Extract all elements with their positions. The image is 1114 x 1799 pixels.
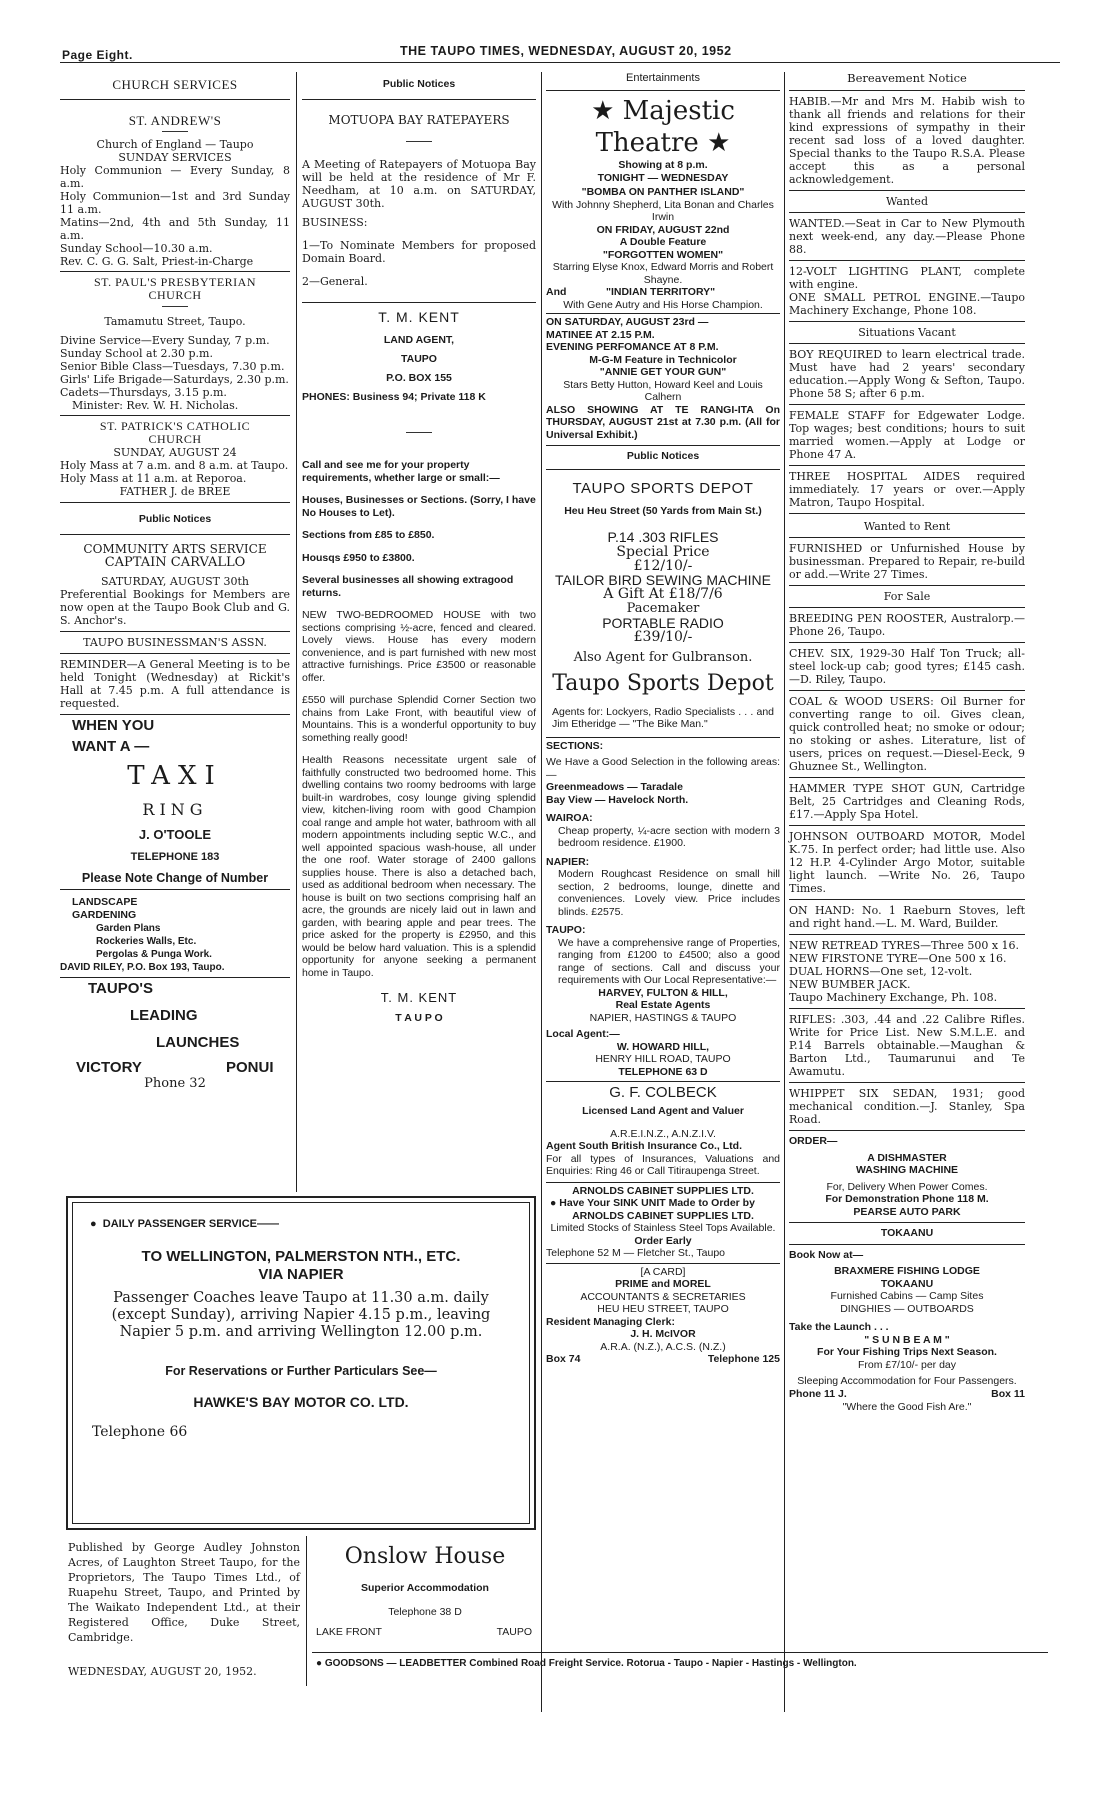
passenger-reservations: For Reservations or Further Particulars See— [165,1364,437,1378]
public-notices-heading: Public Notices [626,450,700,462]
majestic-line: A Double Feature [619,236,707,248]
wanted-to-rent-heading: Wanted to Rent [863,520,951,533]
business-title: TAUPO BUSINESSMAN'S ASSN. [83,636,267,649]
service-line: Sunday School at 2.30 p.m. [60,347,213,360]
classified-ad: BREEDING PEN ROOSTER, Australorp.—Phone 26, Taupo. [789,612,1025,638]
local-agent-name: W. HOWARD HILL, [616,1040,710,1053]
majestic-line: ON FRIDAY, AUGUST 22nd [596,223,730,236]
local-agent-line: HENRY HILL ROAD, TAUPO [595,1053,731,1065]
kent-houses: Houses, Businesses or Sections. (Sorry, I have No Houses to Let). [302,494,536,519]
classified-ad: JOHNSON OUTBOARD MOTOR, Model K.75. In perfect order; had little use. Also 12 H.P. 4-Cylinder Argo Motor, suitable light launch. —Write No. 26, Taupo Times. [789,830,1025,895]
local-agent: Local Agent:— [546,1028,620,1040]
passenger-service-box [66,1196,536,1530]
launches-l3: LAUNCHES [156,1034,240,1051]
napier-heading: NAPIER: [546,855,590,868]
service-line: Minister: Rev. W. H. Nicholas. [72,399,239,412]
arts-title: COMMUNITY ARTS SERVICE [83,542,267,556]
st-andrews-sub2: SUNDAY SERVICES [118,151,232,164]
launch-line: From £7/10/- per day [857,1358,957,1371]
motuopa-title: MOTUOPA BAY RATEPAYERS [328,113,510,127]
kent-health: Health Reasons necessitate urgent sale of faithfully constructed two bedroomed home. This dwelling contains two roomy bedrooms with large built-in wardrobes, cosy lounge giving splendid view, kitchen-living room with good Champion coal range and ample hot water, bathroom with all modern appointments including septic W.C., and well appointed spacious wash-house, all under the one roof. Water storage of 2400 gallons supplies house. There is also a detached bach, used as additional bedroom when necessary. The house is built on two sections comprising half an acre, the grounds are nicely laid out in lawn and garden, with bearing apple and pear trees. The price asked for the property is £2950, and this would be below hard valuation. This is a splendid opportunity for anyone seeking a permanent home in Taupo. [302,754,536,979]
service-line: Holy Communion — Every Sunday, 8 a.m. [60,164,290,190]
depot-sewing: TAILOR BIRD SEWING MACHINE [555,571,771,588]
service-line: Holy Mass at 11 a.m. at Reporoa. [60,472,247,485]
arts-text: Preferential Bookings for Members are now open at the Taupo Book Club and G. S. Anchor's. [60,588,290,627]
launches-l1: TAUPO'S [88,980,153,997]
onslow-tel: Telephone 38 D [388,1606,462,1618]
prime-address: HEU HEU STREET, TAUPO [597,1303,729,1315]
napier-text: Modern Roughcast Residence on small hill section, 2 bedrooms, lounge, dinette and conveniences. Lovely view. Price includes blinds. £2575. [558,868,780,918]
arnolds-order: Order Early [634,1234,692,1247]
wairoa-text: Cheap property, ¼-acre section with modern 3 bedroom residence. £1900. [558,824,780,849]
lodge-line: TOKAANU [880,1277,934,1290]
prime-clerk: Resident Managing Clerk: [546,1315,675,1328]
landscape-item: Pergolas & Punga Work. [96,949,212,960]
church-services-heading: CHURCH SERVICES [112,77,238,92]
majestic-line: M-G-M Feature in Technicolor [589,353,737,366]
onslow-town: TAUPO [496,1626,532,1638]
imprint-date: WEDNESDAY, AUGUST 20, 1952. [68,1665,257,1678]
classified-ad: 12-VOLT LIGHTING PLANT, complete with engine. [789,265,1025,291]
classified-ad: FURNISHED or Unfurnished House by businessman. Prepared to Repair, re-build or add.—Write 27 Times. [789,542,1025,581]
depot-price: £12/10/- [633,557,693,574]
local-agent-line: TELEPHONE 63 D [618,1065,708,1078]
launch-name: " S U N B E A M " [864,1333,950,1346]
majestic-line: TONIGHT — WEDNESDAY [597,171,729,184]
classified-ad: BOY REQUIRED to learn electrical trade. Must have had 2 years' secondary education.—Apply Wong & Sefton, Taupo. Phone 58 S; after 6 p.m. [789,348,1025,400]
classified-ad: NEW RETREAD TYRES—Three 500 x 16. [789,939,1020,952]
passenger-text: Passenger Coaches leave Taupo at 11.30 a.m. daily (except Sunday), arriving Napier 4.15 p.m., leaving Napier 5 p.m. and arriving Wellington 12.00 p.m. [111,1290,491,1340]
priest-name: FATHER J. de BREE [119,485,231,498]
classified-ad: RIFLES: .303, .44 and .22 Calibre Rifles. Write for Price List. New S.M.L.E. and P.14 Barrels obtainable.—Maughan & Barton Ltd., Taumarunui and Te Awamutu. [789,1013,1025,1078]
classified-ad: ONE SMALL PETROL ENGINE.—Taupo Machinery Exchange, Phone 108. [789,291,1025,317]
service-line: Girls' Life Brigade—Saturdays, 2.30 p.m. [60,373,289,386]
majestic-line: ON SATURDAY, AUGUST 23rd — [546,316,709,328]
kent-businesses: Several businesses all showing extragood returns. [302,574,514,599]
wanted-heading: Wanted [886,195,928,208]
service-line: Rev. C. G. G. Salt, Priest-in-Charge [60,255,254,268]
st-patricks-heading: ST. PATRICK'S CATHOLIC CHURCH [99,419,251,446]
classified-ad: HAMMER TYPE SHOT GUN, Cartridge Belt, 25 Cartridges and Cleaning Rods, £17.—Apply Spa Hotel. [789,782,1025,821]
arnolds-name: ARNOLDS CABINET SUPPLIES LTD. [572,1209,754,1222]
classified-ad: NEW FIRSTONE TYRE—One 500 x 16. [789,952,1007,965]
st-andrews-sub1: Church of England — Taupo [96,138,254,151]
st-andrews-heading: ST. ANDREW'S [128,113,222,128]
colbeck-name: G. F. COLBECK [609,1084,717,1101]
lodge-line: DINGHIES — OUTBOARDS [840,1302,974,1315]
majestic-and: And [546,286,567,298]
launch-slogan: "Where the Good Fish Are." [842,1400,972,1413]
prime-card: [A CARD] [640,1265,686,1278]
habib-notice: HABIB.—Mr and Mrs M. Habib wish to thank all friends and relations for their kind expressions of sympathy in their recent sad loss of a loved daughter. Special thanks to the Taupo R.S.A. Please accept this as a personal acknowledgement. [789,95,1025,186]
sections-text: We Have a Good Selection in the following areas: — [546,756,780,781]
entertainments-heading: Entertainments [626,72,700,84]
goodsons-strip: GOODSONS — LEADBETTER Combined Road Freight Service. Rotorua - Taupo - Napier - Hastings - Wellington. [324,1658,857,1669]
arnolds-stock: Limited Stocks of Stainless Steel Tops Available. [550,1222,776,1234]
public-notices-heading: Public Notices [382,78,456,90]
kent-town: TAUPO [401,353,437,365]
sections-area: Greenmeadows — Taradale [546,781,683,793]
kent-sign-town: T A U P O [395,1012,443,1024]
taxi-telephone: TELEPHONE 183 [130,851,220,863]
kent-phones: PHONES: Business 94; Private 118 K [302,391,486,403]
kent-box: P.O. BOX 155 [386,372,452,384]
taxi-name: J. O'TOOLE [138,827,212,842]
depot-special: Special Price [616,543,710,560]
launch-victory: VICTORY [76,1059,142,1076]
launches-phone: Phone 32 [144,1076,206,1091]
kent-name: T. M. KENT [378,309,460,325]
depot-title: TAUPO SPORTS DEPOT [572,480,754,497]
footer-rule [312,1652,1048,1653]
depot-agent: Also Agent for Gulbranson. [573,649,753,665]
column-entertainments [546,72,780,1366]
passenger-destination: TO WELLINGTON, PALMERSTON NTH., ETC. [141,1248,461,1265]
service-line: Holy Communion—1st and 3rd Sunday 11 a.m. [60,190,290,216]
column-rule [296,72,297,1192]
prime-quals: A.R.A. (N.Z.), A.C.S. (N.Z.) [600,1340,726,1353]
depot-pacemaker: Pacemaker [626,600,700,616]
column-rule [784,72,785,1712]
motuopa-text: A Meeting of Ratepayers of Motuopa Bay will be held at the residence of Mr F. Needham, at 10 a.m. on SATURDAY, AUGUST 30th. [302,158,536,210]
classified-ad: WANTED.—Seat in Car to New Plymouth next week-end, any day.—Please Phone 88. [789,217,1025,256]
motuopa-item: 2—General. [302,275,368,288]
lodge-line: Furnished Cabins — Camp Sites [830,1290,984,1302]
firm-line: NAPIER, HASTINGS & TAUPO [589,1011,737,1024]
for-sale-heading: For Sale [883,590,931,603]
arnolds-tel: Telephone 52 M — Fletcher St., Taupo [546,1247,725,1259]
bullet-icon: ● [550,1197,560,1209]
column-classifieds [789,72,1025,1413]
star-icon: ★ [591,96,623,126]
majestic-name: Majestic Theatre [595,96,735,158]
st-pauls-heading: ST. PAUL'S PRESBYTERIAN CHURCH [93,275,257,302]
onslow-sub: Superior Accommodation [361,1582,489,1594]
colbeck-agent: Agent South British Insurance Co., Ltd. [546,1140,743,1152]
arts-date: SATURDAY, AUGUST 30th [100,575,250,588]
classified-ad: COAL & WOOD USERS: Oil Burner for converting range to oil. Gives clean, quick controlled heat; no smoke or odour; no stoking or ashes. Literature, list of users, prices on request.—Diesel-Eeck, 9 Ghuznee St., Wellington. [789,695,1025,773]
bereavement-heading: Bereavement Notice [847,71,967,85]
film-title: "BOMBA ON PANTHER ISLAND" [581,186,745,198]
service-line: Cadets—Thursdays, 3.15 p.m. [60,386,227,399]
sections-area: Bay View — Havelock North. [546,793,689,806]
bullet-icon: ● [90,1218,103,1230]
taxi-ring: RING [142,800,208,819]
depot-address: Heu Heu Street (50 Yards from Main St.) [564,505,762,517]
newspaper-title: THE TAUPO TIMES, WEDNESDAY, AUGUST 20, 1952 [400,44,732,58]
film-cast: Starring Elyse Knox, Edward Morris and Robert Shayne. [552,261,774,286]
arts-captain: CAPTAIN CARVALLO [104,555,246,570]
taxi-notice: Please Note Change of Number [81,871,269,885]
kent-sign: T. M. KENT [380,990,458,1005]
arnolds-have: Have Your SINK UNIT Made to Order by [559,1197,755,1209]
public-notices-heading: Public Notices [138,513,212,525]
dish-line: A DISHMASTER [867,1151,947,1164]
situations-heading: Situations Vacant [858,326,956,339]
colbeck-quals: A.R.E.I.N.Z., A.N.Z.I.V. [610,1127,716,1140]
landscape-contact: DAVID RILEY, P.O. Box 193, Taupo. [60,962,225,973]
sections-heading: SECTIONS: [546,739,604,752]
depot-agents: Agents for: Lockyers, Radio Specialists . . . and Jim Etheridge — "The Bike Man." [552,705,774,730]
majestic-title [546,95,780,159]
passenger-via: VIA NAPIER [258,1266,344,1283]
business-text: REMINDER—A General Meeting is to be held Tonight (Wednesday) at Rickit's Hall at 7.45 p.m. A full attendance is requested. [60,658,290,710]
service-line: Senior Bible Class—Tuesdays, 7.30 p.m. [60,360,285,373]
book-now: Book Now at— [789,1248,864,1261]
prime-clerk-name: J. H. McIVOR [630,1328,696,1340]
service-line: Matins—2nd, 4th and 5th Sunday, 11 a.m. [60,216,290,242]
classified-ad: ON HAND: No. 1 Raeburn Stoves, left and right hand.—L. M. Ward, Builder. [789,904,1025,930]
prime-name: PRIME and MOREL [615,1278,711,1290]
dish-line: WASHING MACHINE [855,1164,959,1176]
wairoa-heading: WAIROA: [546,812,593,824]
classified-ad: WHIPPET SIX SEDAN, 1931; good mechanical condition.—J. Stanley, Spa Road. [789,1087,1025,1126]
imprint-text: Published by George Audley Johnston Acres, of Laughton Street Taupo, for the Proprietors, The Taupo Times Ltd., of Ruapehu Street, Taupo, and Printed by The Waikato Independent Ltd., at their Registered Office, Duke Street, Cambridge. [68,1541,300,1644]
dish-line: PEARSE AUTO PARK [853,1205,961,1218]
prime-tel: Telephone 125 [707,1353,780,1365]
prime-box: Box 74 [546,1353,581,1365]
onslow-house-ad [312,1536,538,1676]
dish-line: For, Delivery When Power Comes. [826,1180,988,1193]
st-pauls-address: Tamamutu Street, Taupo. [104,315,246,328]
classified-ad: CHEV. SIX, 1929-30 Half Ton Truck; all-steel lock-up cab; good tyres; £145 cash.—D. Riley, Taupo. [789,647,1025,686]
film-title: "INDIAN TERRITORY" [606,286,716,298]
launch-line: Take the Launch . . . [789,1321,889,1333]
column-rule [541,72,542,1712]
kent-role: LAND AGENT, [383,334,455,346]
onslow-name: Onslow House [344,1544,506,1569]
kent-550: £550 will purchase Splendid Corner Section two chains from Lake Front, with beautiful view of Mountains. This is a wonderful opportunity to buy something really good! [302,694,536,744]
landscape-item: Rockeries Walls, Etc. [96,936,197,947]
service-line: Holy Mass at 7 a.m. and 8 a.m. at Taupo. [60,459,289,472]
film-cast: With Johnny Shepherd, Lita Bonan and Charles Irwin [552,198,774,223]
onslow-location: LAKE FRONT [316,1626,382,1638]
firm-name: HARVEY, FULTON & HILL, [598,986,728,999]
film-title: "ANNIE GET YOUR GUN" [599,366,727,378]
depot-big-name: Taupo Sports Depot [552,670,774,696]
launch-line: For Your Fishing Trips Next Season. [817,1346,997,1358]
masthead-rule [60,62,1060,63]
classified-ad: FEMALE STAFF for Edgewater Lodge. Top wages; best conditions; hours to suit married women.—Apply at Lodge or Phone 47 A. [789,409,1025,461]
taupo-text: We have a comprehensive range of Properties, ranging from £1200 to £4500; also a good range of sections. Call and discuss your requirements with Our Local Representative:— [558,936,780,986]
taupo-heading: TAUPO: [546,924,586,936]
depot-radio: PORTABLE RADIO [602,614,724,631]
taxi-heading: TAXI [127,761,223,791]
depot-gift: A Gift At £18/7/6 [603,585,723,602]
majestic-line: MATINEE AT 2.15 P.M. [546,328,655,341]
service-line: Sunday School—10.30 a.m. [60,242,213,255]
classified-ad: DUAL HORNS—One set, 12-volt. [789,965,973,978]
landscape-item: Garden Plans [96,923,161,934]
film-cast: With Gene Autry and His Horse Champion. [563,298,763,311]
passenger-telephone: Telephone 66 [92,1424,188,1440]
taxi-line1: WHEN YOU [72,717,155,734]
st-patricks-date: SUNDAY, AUGUST 24 [113,446,237,459]
film-title: "FORGOTTEN WOMEN" [602,248,724,261]
colbeck-text: For all types of Insurances, Valuations and Enquiries: Ring 46 or Call Titiraupenga Street. [546,1152,780,1177]
launch-line: Sleeping Accommodation for Four Passengers. [797,1375,1017,1387]
classified-ad: THREE HOSPITAL AIDES required immediately. 17 years or over.—Apply Matron, Taupo Hospital. [789,470,1025,509]
launch-ponui: PONUI [226,1059,274,1076]
film-cast: Stars Betty Hutton, Howard Keel and Louis Calhern [563,378,763,403]
prime-role: ACCOUNTANTS & SECRETARIES [580,1290,746,1303]
kent-sections: Sections from £85 to £850. [302,529,435,541]
depot-rifles: P.14 .303 RIFLES [607,528,719,545]
classified-ad: Taupo Machinery Exchange, Ph. 108. [789,991,998,1004]
passenger-company: HAWKE'S BAY MOTOR CO. LTD. [193,1394,409,1410]
page-number: Page Eight. [62,48,133,62]
motuopa-item: 1—To Nominate Members for proposed Domain Board. [302,239,536,265]
arnolds-name: ARNOLDS CABINET SUPPLIES LTD. [572,1184,754,1197]
depot-price: £39/10/- [633,628,693,645]
kent-new-house: NEW TWO-BEDROOMED HOUSE with two sections comprising ½-acre, fenced and cleared. Lovely views. House has every modern convenience, and is part furnished with new most attractive furnishings. Price £3500 or reasonable offer. [302,609,536,684]
column-church [60,78,290,1090]
lodge-line: BRAXMERE FISHING LODGE [834,1265,980,1277]
bullet-icon: ● [316,1658,325,1669]
service-line: Divine Service—Every Sunday, 7 p.m. [60,334,270,347]
kent-call: Call and see me for your property requirements, whether large or small:— [302,459,500,484]
dish-line: For Demonstration Phone 118 M. [825,1193,989,1205]
landscape-l2: GARDENING [72,909,137,921]
colbeck-role: Licensed Land Agent and Valuer [582,1105,744,1117]
firm-line: Real Estate Agents [615,999,711,1011]
motuopa-business: BUSINESS: [302,216,368,229]
launch-box: Box 11 [991,1387,1025,1400]
column-rule [306,1536,307,1686]
launches-l2: LEADING [130,1007,198,1024]
kent-house-prices: Housqs £950 to £3800. [302,551,415,564]
classified-ad: NEW BUMBER JACK. [789,978,911,991]
majestic-line: Showing at 8 p.m. [618,159,708,171]
launch-phone: Phone 11 J. [789,1387,847,1400]
landscape-l1: LANDSCAPE [72,896,138,908]
majestic-also: ALSO SHOWING AT TE RANGI-ITA On THURSDAY, AUGUST 21st at 7.30 p.m. (All for Universal Exhibit.) [546,403,780,441]
column-public-notices [302,78,536,1025]
star-icon: ★ [698,128,731,158]
order-heading: ORDER— [789,1135,838,1147]
passenger-title: DAILY PASSENGER SERVICE—— [102,1218,280,1230]
tokaanu-heading: TOKAANU [880,1227,934,1239]
taxi-line2: WANT A — [72,738,150,755]
majestic-line: EVENING PERFOMANCE AT 8 P.M. [546,341,719,353]
